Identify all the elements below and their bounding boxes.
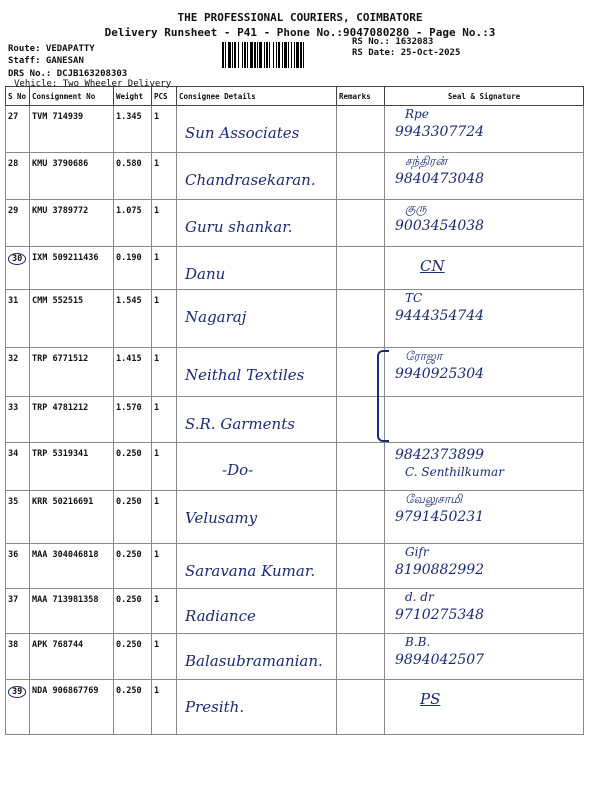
remarks-cell <box>337 589 385 634</box>
cell-weight: 1.415 <box>116 354 142 364</box>
cell-consignment: TRP 5319341 <box>32 449 89 459</box>
remarks-cell <box>337 544 385 589</box>
remarks-cell <box>337 491 385 544</box>
cell-sno: 30 <box>8 253 26 265</box>
table-row <box>6 443 584 491</box>
phone-number: 9943307724 <box>395 124 485 140</box>
phone-number: 9842373899 <box>395 447 485 463</box>
cell-consignment: KMU 3789772 <box>32 206 89 216</box>
consignee-name: Neithal Textiles <box>185 366 305 384</box>
remarks-cell <box>337 200 385 247</box>
consignee-name: Sun Associates <box>185 124 300 142</box>
remarks-cell <box>337 634 385 680</box>
cell-consignment: KRR 50216691 <box>32 497 94 507</box>
cell-sno: 32 <box>8 354 19 364</box>
col-sno: S No <box>6 87 30 106</box>
cell-pcs: 1 <box>154 253 160 263</box>
consignee-name: Presith. <box>185 698 245 716</box>
signature: சந்திரன் <box>405 154 448 168</box>
consignee-name: S.R. Garments <box>185 415 295 433</box>
cell-pcs: 1 <box>154 686 160 696</box>
table-row <box>6 544 584 589</box>
cell-weight: 0.250 <box>116 449 142 459</box>
cell-pcs: 1 <box>154 354 160 364</box>
col-consignment: Consignment No <box>30 87 114 106</box>
staff: Staff: GANESAN <box>8 56 84 66</box>
runsheet-table <box>5 86 584 735</box>
cell-consignment: CMM 552515 <box>32 296 84 306</box>
phone-number: 9444354744 <box>395 308 485 324</box>
signature: d. dr <box>405 590 434 604</box>
cell-consignment: NDA 906867769 <box>32 686 99 696</box>
cell-weight: 1.570 <box>116 403 142 413</box>
table-row <box>6 397 584 443</box>
cell-weight: 0.250 <box>116 497 142 507</box>
signature: TC <box>405 291 423 305</box>
route: Route: VEDAPATTY <box>8 44 95 54</box>
signature: Rpe <box>405 107 429 121</box>
col-remarks: Remarks <box>337 87 385 106</box>
cell-sno: 34 <box>8 449 19 459</box>
table-row <box>6 200 584 247</box>
table-header-row <box>6 87 584 106</box>
cell-pcs: 1 <box>154 497 160 507</box>
consignee-name: Danu <box>185 265 226 283</box>
cell-weight: 0.250 <box>116 595 142 605</box>
cell-consignment: IXM 509211436 <box>32 253 99 263</box>
table-row <box>6 348 584 397</box>
table-row <box>6 491 584 544</box>
cell-sno: 28 <box>8 159 19 169</box>
col-weight: Weight <box>114 87 152 106</box>
cell-consignment: TRP 4781212 <box>32 403 89 413</box>
cell-pcs: 1 <box>154 595 160 605</box>
table-row <box>6 106 584 153</box>
runsheet-subtitle: Delivery Runsheet - P41 - Phone No.:9047080280 - Page No.:3 <box>104 26 496 39</box>
consignee-name: Saravana Kumar. <box>185 562 316 580</box>
remarks-cell <box>337 443 385 491</box>
col-pcs: PCS <box>152 87 177 106</box>
company-title: THE PROFESSIONAL COURIERS, COIMBATORE <box>177 11 423 24</box>
vehicle: Vehicle: Two Wheeler Delivery <box>14 79 172 89</box>
consignee-name: Radiance <box>185 607 256 625</box>
cell-sno: 36 <box>8 550 19 560</box>
consignee-name: Guru shankar. <box>185 218 293 236</box>
cell-pcs: 1 <box>154 640 160 650</box>
phone-number: 9791450231 <box>395 509 485 525</box>
signature: B.B. <box>405 635 431 649</box>
cell-weight: 1.545 <box>116 296 142 306</box>
cell-pcs: 1 <box>154 449 160 459</box>
cell-weight: 1.345 <box>116 112 142 122</box>
cell-consignment: MAA 713981358 <box>32 595 99 605</box>
table-row <box>6 634 584 680</box>
remarks-cell <box>337 290 385 348</box>
cell-weight: 0.250 <box>116 640 142 650</box>
cell-pcs: 1 <box>154 296 160 306</box>
consignee-name: Balasubramanian. <box>185 652 323 670</box>
remarks-cell <box>337 680 385 735</box>
cell-sno: 27 <box>8 112 19 122</box>
phone-number: 9710275348 <box>395 607 485 623</box>
remarks-cell <box>337 106 385 153</box>
table-row <box>6 290 584 348</box>
cell-weight: 0.250 <box>116 686 142 696</box>
phone-number: 8190882992 <box>395 562 485 578</box>
cell-consignment: APK 768744 <box>32 640 84 650</box>
cell-sno: 38 <box>8 640 19 650</box>
cell-weight: 0.190 <box>116 253 142 263</box>
signature: ரோஜா <box>405 349 443 363</box>
consignee-name: Velusamy <box>185 509 258 527</box>
bracket-mark <box>377 350 389 442</box>
col-seal-signature: Seal & Signature <box>385 87 584 106</box>
barcode <box>222 42 350 68</box>
consignee-name: Chandrasekaran. <box>185 171 316 189</box>
cell-consignment: TRP 6771512 <box>32 354 89 364</box>
signature: வேலுசாமி <box>405 492 463 506</box>
cell-pcs: 1 <box>154 550 160 560</box>
phone-number: 9840473048 <box>395 171 485 187</box>
table-row <box>6 680 584 735</box>
signature: C. Senthilkumar <box>405 465 504 479</box>
phone-number: 9940925304 <box>395 366 485 382</box>
consignee-name: Nagaraj <box>185 308 247 326</box>
signature: குரு <box>405 201 427 215</box>
table-row <box>6 247 584 290</box>
rs-number: RS No.: 1632083 <box>352 37 434 47</box>
cell-sno: 33 <box>8 403 19 413</box>
cell-pcs: 1 <box>154 112 160 122</box>
cell-sno: 31 <box>8 296 19 306</box>
col-consignee: Consignee Details <box>177 87 337 106</box>
signature: Gifr <box>405 545 429 559</box>
cell-pcs: 1 <box>154 159 160 169</box>
cell-consignment: MAA 304046818 <box>32 550 99 560</box>
drs-number: DRS No.: DCJB163208303 <box>8 69 128 79</box>
remarks-cell <box>337 153 385 200</box>
consignee-name: -Do- <box>222 461 254 479</box>
phone-number: 9003454038 <box>395 218 485 234</box>
phone-number: 9894042507 <box>395 652 485 668</box>
table-row <box>6 153 584 200</box>
cell-consignment: TVM 714939 <box>32 112 84 122</box>
rs-date: RS Date: 25-Oct-2025 <box>352 48 461 58</box>
signature: PS <box>420 690 441 708</box>
cell-weight: 0.580 <box>116 159 142 169</box>
cell-weight: 0.250 <box>116 550 142 560</box>
signature: CN <box>420 257 445 275</box>
table-row <box>6 589 584 634</box>
cell-sno: 37 <box>8 595 19 605</box>
cell-sno: 35 <box>8 497 19 507</box>
cell-pcs: 1 <box>154 206 160 216</box>
cell-sno: 39 <box>8 686 26 698</box>
cell-weight: 1.075 <box>116 206 142 216</box>
remarks-cell <box>337 247 385 290</box>
cell-sno: 29 <box>8 206 19 216</box>
cell-consignment: KMU 3790686 <box>32 159 89 169</box>
cell-pcs: 1 <box>154 403 160 413</box>
